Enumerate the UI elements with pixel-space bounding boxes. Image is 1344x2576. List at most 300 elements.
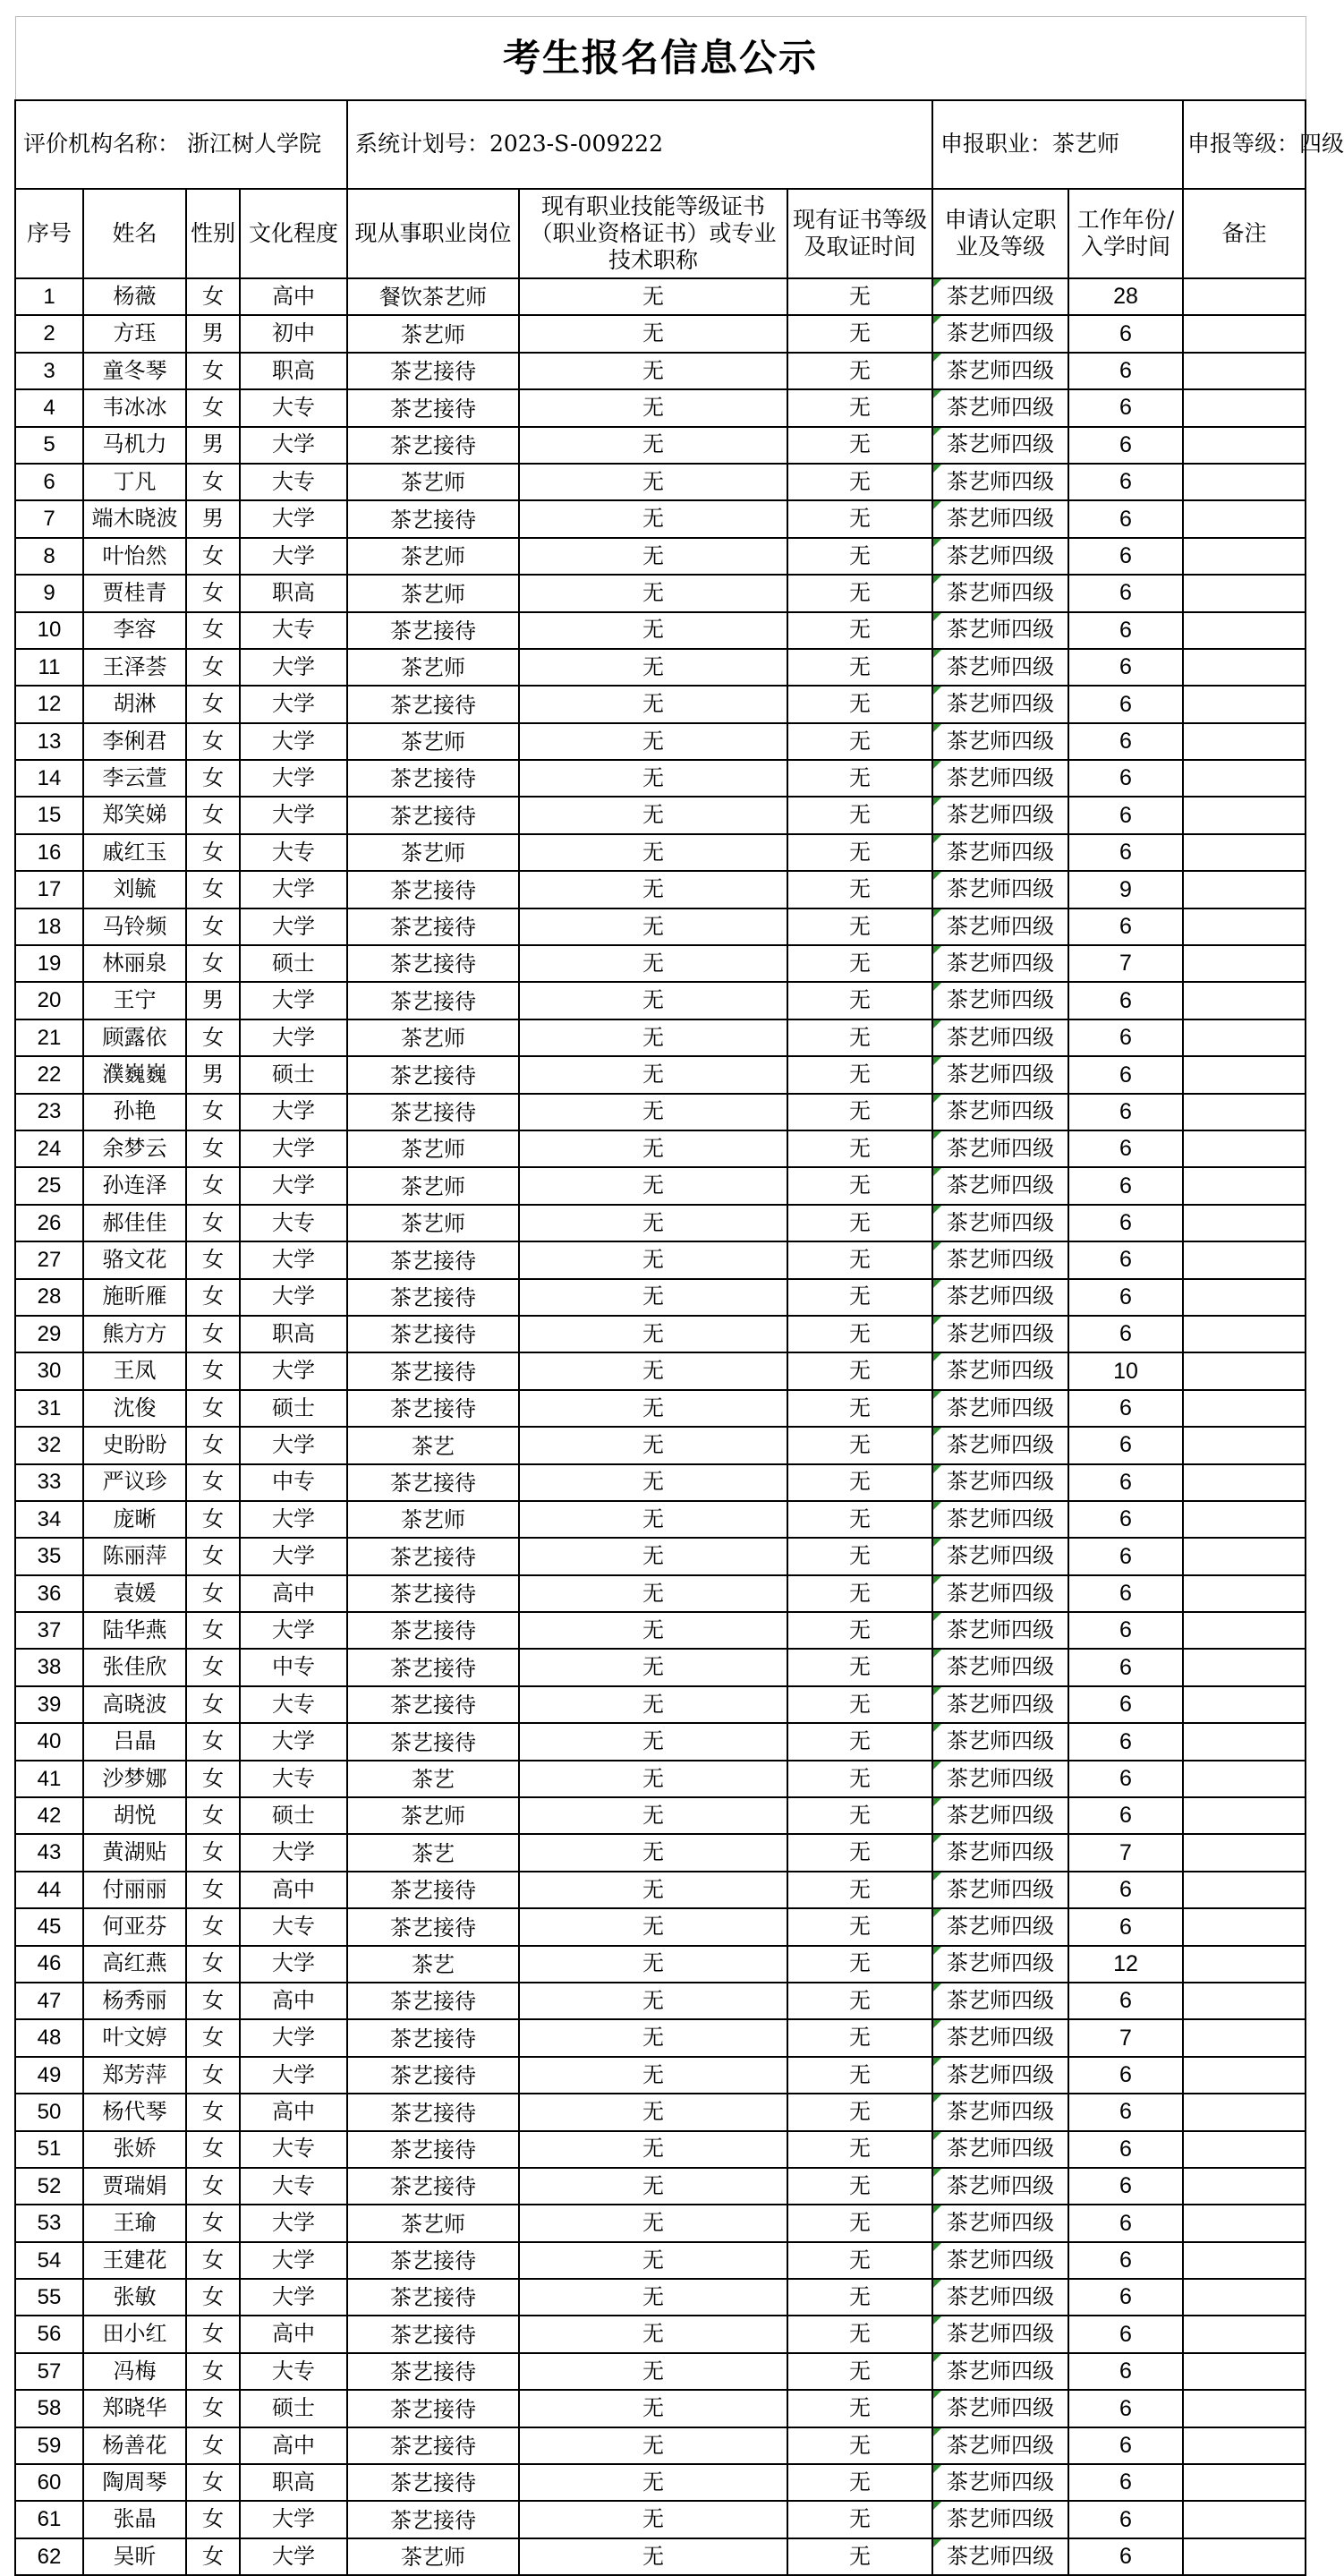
education-cell: 职高 (240, 1316, 347, 1352)
remark-cell (1183, 1205, 1306, 1241)
seq-cell: 2 (15, 315, 83, 352)
remark-cell (1183, 2538, 1306, 2575)
remark-cell (1183, 908, 1306, 945)
gender-cell: 男 (186, 315, 240, 352)
years-cell: 6 (1068, 1575, 1183, 1612)
cert-cell: 无 (519, 2205, 787, 2241)
years-cell: 6 (1068, 2094, 1183, 2130)
apply-cell: 茶艺师四级 (932, 1019, 1068, 1056)
gender-cell: 女 (186, 538, 240, 575)
apply-cell: 茶艺师四级 (932, 649, 1068, 686)
years-cell: 6 (1068, 612, 1183, 649)
seq-cell: 60 (15, 2464, 83, 2501)
seq-cell: 33 (15, 1464, 83, 1501)
position-cell: 茶艺师 (347, 834, 519, 871)
position-cell: 餐饮茶艺师 (347, 278, 519, 315)
education-cell: 大学 (240, 1723, 347, 1760)
remark-cell (1183, 1946, 1306, 1983)
name-cell: 张佳欣 (83, 1649, 186, 1685)
position-cell: 茶艺师 (347, 1167, 519, 1204)
cert-cell: 无 (519, 2019, 787, 2056)
cert-level-cell: 无 (787, 389, 932, 426)
education-cell: 大学 (240, 1501, 347, 1538)
registration-table (14, 16, 1344, 2576)
remark-cell (1183, 2464, 1306, 2501)
education-cell: 大学 (240, 1019, 347, 1056)
years-cell: 6 (1068, 1612, 1183, 1649)
remark-cell (1183, 612, 1306, 649)
seq-cell: 29 (15, 1316, 83, 1352)
name-cell: 刘毓 (83, 871, 186, 908)
table-row (15, 2501, 1306, 2538)
seq-cell: 12 (15, 686, 83, 722)
apply-cell: 茶艺师四级 (932, 2279, 1068, 2316)
remark-cell (1183, 1872, 1306, 1908)
position-cell: 茶艺接待 (347, 2390, 519, 2427)
seq-cell: 27 (15, 1241, 83, 1278)
declared-level: 申报等级：四级 (1183, 100, 1306, 189)
table-row (15, 575, 1306, 611)
remark-cell (1183, 945, 1306, 982)
table-row (15, 1130, 1306, 1167)
years-cell: 6 (1068, 1797, 1183, 1834)
position-cell: 茶艺接待 (347, 2057, 519, 2094)
table-row (15, 464, 1306, 500)
apply-cell: 茶艺师四级 (932, 1427, 1068, 1463)
position-cell: 茶艺师 (347, 315, 519, 352)
position-cell: 茶艺师 (347, 1797, 519, 1834)
cert-cell: 无 (519, 1538, 787, 1574)
table-row (15, 538, 1306, 575)
remark-cell (1183, 760, 1306, 797)
position-cell: 茶艺 (347, 1427, 519, 1463)
gender-cell: 女 (186, 1612, 240, 1649)
remark-cell (1183, 1908, 1306, 1945)
position-cell: 茶艺接待 (347, 612, 519, 649)
remark-cell (1183, 2501, 1306, 2538)
table-row (15, 1983, 1306, 2019)
table-row (15, 1908, 1306, 1945)
education-cell: 大学 (240, 427, 347, 464)
name-cell: 贾瑞娟 (83, 2168, 186, 2205)
position-cell: 茶艺师 (347, 538, 519, 575)
cert-level-cell: 无 (787, 2353, 932, 2390)
header-cert-level: 现有证书等级及取证时间 (787, 189, 932, 278)
seq-cell: 17 (15, 871, 83, 908)
gender-cell: 男 (186, 500, 240, 537)
apply-cell: 茶艺师四级 (932, 1167, 1068, 1204)
table-row (15, 1019, 1306, 1056)
name-cell: 马机力 (83, 427, 186, 464)
remark-cell (1183, 1094, 1306, 1130)
cert-level-cell: 无 (787, 1501, 932, 1538)
years-cell: 6 (1068, 2168, 1183, 2205)
apply-cell: 茶艺师四级 (932, 723, 1068, 760)
name-cell: 何亚芬 (83, 1908, 186, 1945)
cert-level-cell: 无 (787, 500, 932, 537)
years-cell: 6 (1068, 1501, 1183, 1538)
apply-cell: 茶艺师四级 (932, 278, 1068, 315)
remark-cell (1183, 2279, 1306, 2316)
apply-cell: 茶艺师四级 (932, 1094, 1068, 1130)
position-cell: 茶艺接待 (347, 2464, 519, 2501)
cert-cell: 无 (519, 1241, 787, 1278)
gender-cell: 女 (186, 278, 240, 315)
apply-cell: 茶艺师四级 (932, 1908, 1068, 1945)
header-row (15, 189, 1306, 278)
gender-cell: 女 (186, 2427, 240, 2464)
apply-cell: 茶艺师四级 (932, 1723, 1068, 1760)
table-row (15, 1352, 1306, 1389)
education-cell: 高中 (240, 278, 347, 315)
name-cell: 吕晶 (83, 1723, 186, 1760)
education-cell: 大学 (240, 1130, 347, 1167)
cert-level-cell: 无 (787, 464, 932, 500)
position-cell: 茶艺接待 (347, 2019, 519, 2056)
gender-cell: 女 (186, 612, 240, 649)
cert-level-cell: 无 (787, 1761, 932, 1797)
position-cell: 茶艺接待 (347, 1279, 519, 1316)
position-cell: 茶艺接待 (347, 686, 519, 722)
name-cell: 严议珍 (83, 1464, 186, 1501)
education-cell: 职高 (240, 575, 347, 611)
education-cell: 职高 (240, 353, 347, 389)
cert-level-cell: 无 (787, 2094, 932, 2130)
cert-cell: 无 (519, 464, 787, 500)
apply-cell: 茶艺师四级 (932, 1538, 1068, 1574)
remark-cell (1183, 2019, 1306, 2056)
seq-cell: 28 (15, 1279, 83, 1316)
gender-cell: 男 (186, 982, 240, 1019)
table-row (15, 1316, 1306, 1352)
years-cell: 6 (1068, 2538, 1183, 2575)
name-cell: 胡淋 (83, 686, 186, 722)
table-row (15, 2131, 1306, 2168)
name-cell: 顾露依 (83, 1019, 186, 1056)
name-cell: 余梦云 (83, 1130, 186, 1167)
position-cell: 茶艺接待 (347, 2094, 519, 2130)
table-row (15, 760, 1306, 797)
gender-cell: 女 (186, 1130, 240, 1167)
table-row (15, 1723, 1306, 1760)
years-cell: 6 (1068, 2205, 1183, 2241)
cert-cell: 无 (519, 1427, 787, 1463)
apply-cell: 茶艺师四级 (932, 1464, 1068, 1501)
gender-cell: 女 (186, 2501, 240, 2538)
cert-cell: 无 (519, 2316, 787, 2352)
gender-cell: 女 (186, 1575, 240, 1612)
remark-cell (1183, 2057, 1306, 2094)
name-cell: 杨秀丽 (83, 1983, 186, 2019)
cert-cell: 无 (519, 2390, 787, 2427)
cert-cell: 无 (519, 1834, 787, 1871)
cert-level-cell: 无 (787, 612, 932, 649)
header-seq: 序号 (15, 189, 83, 278)
remark-cell (1183, 1390, 1306, 1427)
education-cell: 大学 (240, 1167, 347, 1204)
cert-cell: 无 (519, 2538, 787, 2575)
seq-cell: 40 (15, 1723, 83, 1760)
education-cell: 高中 (240, 2094, 347, 2130)
seq-cell: 48 (15, 2019, 83, 2056)
cert-level-cell: 无 (787, 1464, 932, 1501)
education-cell: 高中 (240, 2427, 347, 2464)
remark-cell (1183, 464, 1306, 500)
seq-cell: 25 (15, 1167, 83, 1204)
cert-level-cell: 无 (787, 1241, 932, 1278)
years-cell: 6 (1068, 1019, 1183, 1056)
position-cell: 茶艺接待 (347, 797, 519, 833)
gender-cell: 女 (186, 723, 240, 760)
apply-cell: 茶艺师四级 (932, 1205, 1068, 1241)
cert-level-cell: 无 (787, 1612, 932, 1649)
header-apply: 申请认定职业及等级 (932, 189, 1068, 278)
education-cell: 大专 (240, 389, 347, 426)
cert-cell: 无 (519, 2427, 787, 2464)
apply-cell: 茶艺师四级 (932, 1649, 1068, 1685)
table-row (15, 500, 1306, 537)
seq-cell: 44 (15, 1872, 83, 1908)
cert-cell: 无 (519, 2131, 787, 2168)
cert-level-cell: 无 (787, 2131, 932, 2168)
gender-cell: 女 (186, 2464, 240, 2501)
table-row (15, 427, 1306, 464)
years-cell: 6 (1068, 315, 1183, 352)
table-row (15, 908, 1306, 945)
gender-cell: 女 (186, 834, 240, 871)
seq-cell: 39 (15, 1686, 83, 1723)
education-cell: 大学 (240, 871, 347, 908)
name-cell: 袁媛 (83, 1575, 186, 1612)
cert-cell: 无 (519, 2168, 787, 2205)
years-cell: 6 (1068, 575, 1183, 611)
position-cell: 茶艺接待 (347, 2168, 519, 2205)
gender-cell: 女 (186, 908, 240, 945)
cert-cell: 无 (519, 278, 787, 315)
table-row (15, 797, 1306, 833)
position-cell: 茶艺师 (347, 723, 519, 760)
gender-cell: 女 (186, 2279, 240, 2316)
education-cell: 高中 (240, 1983, 347, 2019)
position-cell: 茶艺接待 (347, 1649, 519, 1685)
seq-cell: 31 (15, 1390, 83, 1427)
cert-level-cell: 无 (787, 1019, 932, 1056)
seq-cell: 50 (15, 2094, 83, 2130)
years-cell: 6 (1068, 797, 1183, 833)
seq-cell: 57 (15, 2353, 83, 2390)
table-row (15, 871, 1306, 908)
cert-cell: 无 (519, 575, 787, 611)
seq-cell: 49 (15, 2057, 83, 2094)
education-cell: 大学 (240, 723, 347, 760)
seq-cell: 61 (15, 2501, 83, 2538)
years-cell: 6 (1068, 427, 1183, 464)
years-cell: 6 (1068, 1686, 1183, 1723)
gender-cell: 女 (186, 353, 240, 389)
education-cell: 大学 (240, 797, 347, 833)
cert-level-cell: 无 (787, 1094, 932, 1130)
years-cell: 7 (1068, 1834, 1183, 1871)
years-cell: 10 (1068, 1352, 1183, 1389)
gender-cell: 女 (186, 1241, 240, 1278)
apply-cell: 茶艺师四级 (932, 1130, 1068, 1167)
cert-cell: 无 (519, 612, 787, 649)
table-row (15, 389, 1306, 426)
seq-cell: 1 (15, 278, 83, 315)
table-row (15, 723, 1306, 760)
gender-cell: 女 (186, 2353, 240, 2390)
gender-cell: 女 (186, 464, 240, 500)
education-cell: 大专 (240, 1686, 347, 1723)
education-cell: 大学 (240, 982, 347, 1019)
gender-cell: 女 (186, 686, 240, 722)
cert-level-cell: 无 (787, 1390, 932, 1427)
position-cell: 茶艺接待 (347, 2501, 519, 2538)
name-cell: 王宁 (83, 982, 186, 1019)
apply-cell: 茶艺师四级 (932, 2019, 1068, 2056)
name-cell: 郑晓华 (83, 2390, 186, 2427)
cert-level-cell: 无 (787, 1797, 932, 1834)
cert-cell: 无 (519, 649, 787, 686)
position-cell: 茶艺接待 (347, 1872, 519, 1908)
cert-cell: 无 (519, 1946, 787, 1983)
name-cell: 濮巍巍 (83, 1056, 186, 1093)
position-cell: 茶艺师 (347, 1130, 519, 1167)
cert-cell: 无 (519, 1279, 787, 1316)
cert-level-cell: 无 (787, 2538, 932, 2575)
cert-cell: 无 (519, 353, 787, 389)
cert-cell: 无 (519, 2094, 787, 2130)
table-row (15, 2538, 1306, 2575)
remark-cell (1183, 1019, 1306, 1056)
cert-cell: 无 (519, 686, 787, 722)
table-row (15, 1427, 1306, 1463)
gender-cell: 女 (186, 760, 240, 797)
apply-cell: 茶艺师四级 (932, 2538, 1068, 2575)
name-cell: 韦冰冰 (83, 389, 186, 426)
apply-cell: 茶艺师四级 (932, 945, 1068, 982)
position-cell: 茶艺师 (347, 575, 519, 611)
cert-level-cell: 无 (787, 1427, 932, 1463)
education-cell: 大学 (240, 1279, 347, 1316)
name-cell: 李云萱 (83, 760, 186, 797)
name-cell: 骆文花 (83, 1241, 186, 1278)
cert-level-cell: 无 (787, 1056, 932, 1093)
apply-cell: 茶艺师四级 (932, 2501, 1068, 2538)
education-cell: 大学 (240, 1427, 347, 1463)
gender-cell: 女 (186, 1797, 240, 1834)
gender-cell: 女 (186, 575, 240, 611)
registration-sheet (14, 16, 1344, 2576)
seq-cell: 58 (15, 2390, 83, 2427)
name-cell: 冯梅 (83, 2353, 186, 2390)
cert-cell: 无 (519, 1983, 787, 2019)
remark-cell (1183, 1797, 1306, 1834)
remark-cell (1183, 2131, 1306, 2168)
seq-cell: 15 (15, 797, 83, 833)
seq-cell: 26 (15, 1205, 83, 1241)
remark-cell (1183, 871, 1306, 908)
gender-cell: 女 (186, 1538, 240, 1574)
position-cell: 茶艺接待 (347, 908, 519, 945)
cert-level-cell: 无 (787, 278, 932, 315)
position-cell: 茶艺接待 (347, 2427, 519, 2464)
education-cell: 大学 (240, 538, 347, 575)
remark-cell (1183, 1316, 1306, 1352)
name-cell: 方珏 (83, 315, 186, 352)
gender-cell: 女 (186, 1872, 240, 1908)
seq-cell: 18 (15, 908, 83, 945)
table-row (15, 612, 1306, 649)
table-row (15, 1538, 1306, 1574)
name-cell: 胡悦 (83, 1797, 186, 1834)
table-row (15, 2242, 1306, 2279)
seq-cell: 5 (15, 427, 83, 464)
seq-cell: 56 (15, 2316, 83, 2352)
apply-cell: 茶艺师四级 (932, 2316, 1068, 2352)
seq-cell: 42 (15, 1797, 83, 1834)
years-cell: 6 (1068, 1723, 1183, 1760)
gender-cell: 女 (186, 2316, 240, 2352)
cert-level-cell: 无 (787, 2057, 932, 2094)
cert-level-cell: 无 (787, 871, 932, 908)
name-cell: 杨薇 (83, 278, 186, 315)
years-cell: 12 (1068, 1946, 1183, 1983)
seq-cell: 36 (15, 1575, 83, 1612)
cert-cell: 无 (519, 1167, 787, 1204)
apply-cell: 茶艺师四级 (932, 797, 1068, 833)
cert-cell: 无 (519, 1761, 787, 1797)
remark-cell (1183, 2390, 1306, 2427)
cert-level-cell: 无 (787, 538, 932, 575)
position-cell: 茶艺师 (347, 1205, 519, 1241)
remark-cell (1183, 2242, 1306, 2279)
education-cell: 大学 (240, 1094, 347, 1130)
years-cell: 6 (1068, 2057, 1183, 2094)
years-cell: 6 (1068, 834, 1183, 871)
name-cell: 张娇 (83, 2131, 186, 2168)
remark-cell (1183, 1612, 1306, 1649)
cert-level-cell: 无 (787, 1167, 932, 1204)
table-row (15, 1612, 1306, 1649)
gender-cell: 女 (186, 2131, 240, 2168)
apply-cell: 茶艺师四级 (932, 1983, 1068, 2019)
education-cell: 中专 (240, 1464, 347, 1501)
seq-cell: 16 (15, 834, 83, 871)
remark-cell (1183, 1130, 1306, 1167)
apply-cell: 茶艺师四级 (932, 575, 1068, 611)
years-cell: 6 (1068, 649, 1183, 686)
education-cell: 大学 (240, 500, 347, 537)
years-cell: 6 (1068, 686, 1183, 722)
seq-cell: 52 (15, 2168, 83, 2205)
declared-occupation: 申报职业：茶艺师 (932, 100, 1183, 189)
apply-cell: 茶艺师四级 (932, 2242, 1068, 2279)
cert-cell: 无 (519, 1056, 787, 1093)
apply-cell: 茶艺师四级 (932, 1352, 1068, 1389)
cert-level-cell: 无 (787, 723, 932, 760)
title-row (15, 17, 1306, 101)
position-cell: 茶艺师 (347, 2538, 519, 2575)
seq-cell: 3 (15, 353, 83, 389)
position-cell: 茶艺接待 (347, 500, 519, 537)
gender-cell: 女 (186, 1316, 240, 1352)
education-cell: 大学 (240, 2501, 347, 2538)
position-cell: 茶艺接待 (347, 945, 519, 982)
cert-cell: 无 (519, 2353, 787, 2390)
remark-cell (1183, 1464, 1306, 1501)
gender-cell: 女 (186, 1834, 240, 1871)
